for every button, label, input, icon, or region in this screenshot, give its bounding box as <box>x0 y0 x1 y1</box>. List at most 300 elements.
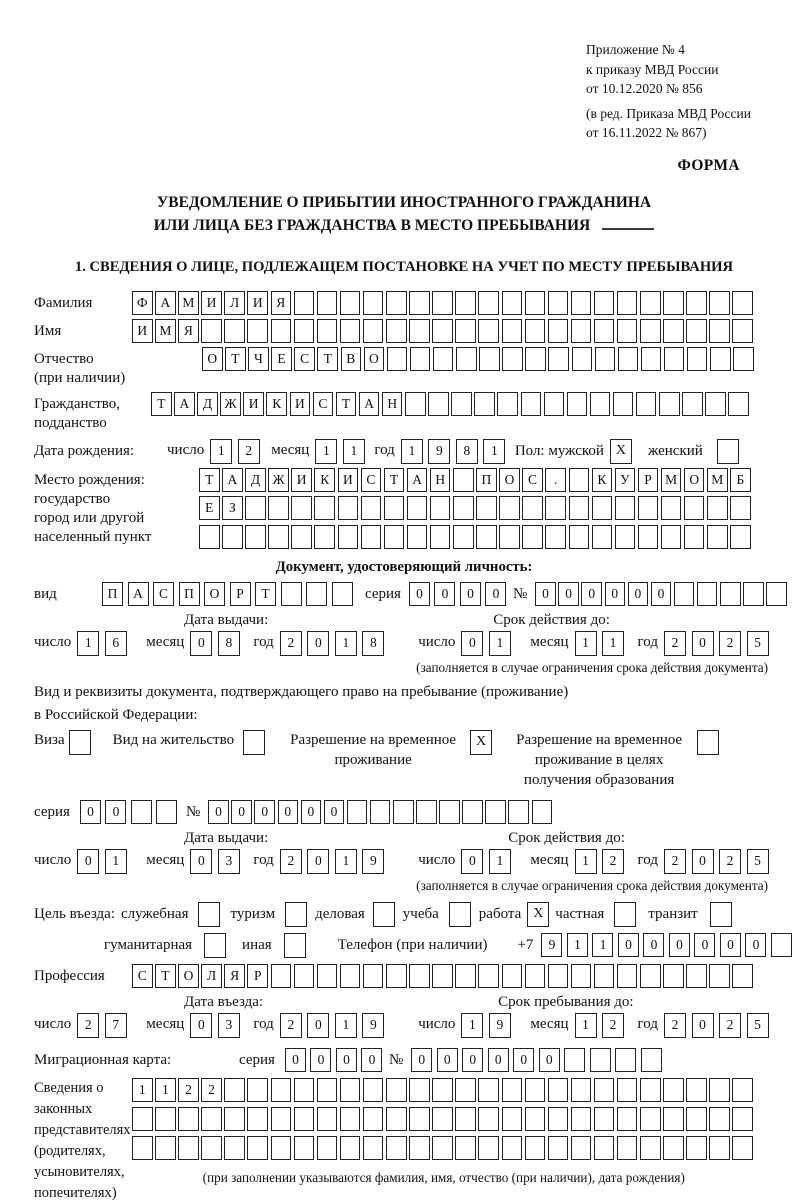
char-cell[interactable] <box>567 392 588 416</box>
char-cell[interactable] <box>409 319 430 343</box>
char-cell[interactable] <box>456 347 477 371</box>
char-cell[interactable] <box>455 1136 476 1160</box>
char-cell[interactable]: Б <box>730 468 751 492</box>
char-cell[interactable]: Т <box>225 347 246 371</box>
char-cell[interactable] <box>363 1107 384 1131</box>
char-cell[interactable] <box>732 319 753 343</box>
char-cell[interactable] <box>430 525 451 549</box>
char-cell[interactable] <box>674 582 695 606</box>
char-cell[interactable] <box>476 525 497 549</box>
char-cell[interactable]: . <box>545 468 566 492</box>
char-cell[interactable]: С <box>294 347 315 371</box>
residence-option-visa-checkbox[interactable] <box>69 730 91 755</box>
char-cell[interactable] <box>502 1136 523 1160</box>
char-cell[interactable]: 9 <box>428 439 450 464</box>
char-cell[interactable]: 0 <box>692 849 714 874</box>
char-cell[interactable] <box>317 291 338 315</box>
char-cell[interactable]: М <box>661 468 682 492</box>
char-cell[interactable]: 0 <box>254 800 275 824</box>
char-cell[interactable] <box>432 1078 453 1102</box>
char-cell[interactable]: 0 <box>307 631 329 656</box>
char-cell[interactable]: Д <box>245 468 266 492</box>
char-cell[interactable] <box>245 525 266 549</box>
char-cell[interactable]: 0 <box>461 849 483 874</box>
char-cell[interactable]: Я <box>178 319 199 343</box>
char-cell[interactable]: У <box>615 468 636 492</box>
char-cell[interactable] <box>478 319 499 343</box>
char-cell[interactable] <box>370 800 391 824</box>
char-cell[interactable] <box>502 964 523 988</box>
char-cell[interactable] <box>686 1078 707 1102</box>
char-cell[interactable]: О <box>684 468 705 492</box>
char-cell[interactable] <box>247 319 268 343</box>
char-cell[interactable] <box>684 496 705 520</box>
char-cell[interactable] <box>455 291 476 315</box>
char-cell[interactable] <box>730 496 751 520</box>
char-cell[interactable] <box>594 964 615 988</box>
char-cell[interactable] <box>271 964 292 988</box>
char-cell[interactable]: 0 <box>190 631 212 656</box>
char-cell[interactable] <box>707 525 728 549</box>
char-cell[interactable] <box>409 1136 430 1160</box>
char-cell[interactable] <box>332 582 353 606</box>
char-cell[interactable]: 0 <box>301 800 322 824</box>
char-cell[interactable] <box>636 392 657 416</box>
char-cell[interactable]: 0 <box>190 1013 212 1038</box>
char-cell[interactable] <box>317 1078 338 1102</box>
char-cell[interactable] <box>686 291 707 315</box>
char-cell[interactable] <box>640 1078 661 1102</box>
char-cell[interactable] <box>155 1107 176 1131</box>
char-cell[interactable] <box>363 291 384 315</box>
char-cell[interactable] <box>291 525 312 549</box>
char-cell[interactable]: О <box>202 347 223 371</box>
char-cell[interactable] <box>571 964 592 988</box>
char-cell[interactable] <box>709 291 730 315</box>
char-cell[interactable]: И <box>291 468 312 492</box>
char-cell[interactable] <box>474 392 495 416</box>
char-cell[interactable] <box>433 347 454 371</box>
char-cell[interactable]: Т <box>255 582 276 606</box>
char-cell[interactable]: С <box>361 468 382 492</box>
char-cell[interactable]: С <box>522 468 543 492</box>
char-cell[interactable]: 1 <box>592 933 613 957</box>
purpose-option-tourism-checkbox[interactable] <box>285 902 307 927</box>
char-cell[interactable]: 0 <box>694 933 715 957</box>
char-cell[interactable] <box>291 496 312 520</box>
char-cell[interactable] <box>386 291 407 315</box>
char-cell[interactable] <box>705 392 726 416</box>
char-cell[interactable] <box>317 964 338 988</box>
char-cell[interactable]: 1 <box>567 933 588 957</box>
char-cell[interactable] <box>224 1078 245 1102</box>
char-cell[interactable]: 1 <box>335 849 357 874</box>
char-cell[interactable] <box>686 1136 707 1160</box>
char-cell[interactable] <box>314 525 335 549</box>
char-cell[interactable] <box>428 392 449 416</box>
char-cell[interactable] <box>732 964 753 988</box>
char-cell[interactable] <box>732 1136 753 1160</box>
char-cell[interactable] <box>613 392 634 416</box>
purpose-option-other-checkbox[interactable] <box>284 933 306 958</box>
char-cell[interactable]: М <box>707 468 728 492</box>
char-cell[interactable]: 0 <box>434 582 455 606</box>
char-cell[interactable] <box>686 1107 707 1131</box>
char-cell[interactable]: 1 <box>489 631 511 656</box>
char-cell[interactable]: 0 <box>324 800 345 824</box>
char-cell[interactable] <box>451 392 472 416</box>
char-cell[interactable] <box>432 319 453 343</box>
char-cell[interactable] <box>224 319 245 343</box>
char-cell[interactable]: 0 <box>462 1048 483 1072</box>
char-cell[interactable] <box>478 1078 499 1102</box>
char-cell[interactable] <box>340 964 361 988</box>
char-cell[interactable] <box>545 496 566 520</box>
char-cell[interactable] <box>595 347 616 371</box>
char-cell[interactable]: 1 <box>489 849 511 874</box>
char-cell[interactable] <box>548 1136 569 1160</box>
char-cell[interactable] <box>294 1136 315 1160</box>
char-cell[interactable]: 0 <box>745 933 766 957</box>
char-cell[interactable]: А <box>222 468 243 492</box>
char-cell[interactable]: 1 <box>335 631 357 656</box>
char-cell[interactable]: 2 <box>602 1013 624 1038</box>
char-cell[interactable] <box>571 1107 592 1131</box>
char-cell[interactable]: А <box>407 468 428 492</box>
char-cell[interactable] <box>455 1107 476 1131</box>
char-cell[interactable]: 0 <box>581 582 602 606</box>
sex-female-checkbox[interactable] <box>717 439 739 464</box>
char-cell[interactable] <box>453 496 474 520</box>
char-cell[interactable] <box>178 1107 199 1131</box>
char-cell[interactable] <box>386 319 407 343</box>
char-cell[interactable]: 0 <box>336 1048 357 1072</box>
char-cell[interactable]: 9 <box>362 849 384 874</box>
char-cell[interactable] <box>548 347 569 371</box>
char-cell[interactable]: К <box>266 392 287 416</box>
char-cell[interactable] <box>569 468 590 492</box>
char-cell[interactable] <box>432 1107 453 1131</box>
char-cell[interactable] <box>268 525 289 549</box>
char-cell[interactable]: 1 <box>575 631 597 656</box>
char-cell[interactable]: А <box>359 392 380 416</box>
char-cell[interactable] <box>521 392 542 416</box>
char-cell[interactable] <box>594 319 615 343</box>
char-cell[interactable] <box>386 964 407 988</box>
char-cell[interactable] <box>508 800 529 824</box>
char-cell[interactable]: 8 <box>456 439 478 464</box>
char-cell[interactable] <box>384 496 405 520</box>
char-cell[interactable] <box>247 1107 268 1131</box>
char-cell[interactable]: А <box>174 392 195 416</box>
char-cell[interactable] <box>663 1136 684 1160</box>
char-cell[interactable] <box>525 347 546 371</box>
char-cell[interactable] <box>709 1107 730 1131</box>
char-cell[interactable] <box>615 1048 636 1072</box>
char-cell[interactable]: 0 <box>605 582 626 606</box>
char-cell[interactable] <box>571 291 592 315</box>
char-cell[interactable] <box>294 1107 315 1131</box>
char-cell[interactable]: 0 <box>231 800 252 824</box>
char-cell[interactable] <box>199 525 220 549</box>
char-cell[interactable]: И <box>338 468 359 492</box>
char-cell[interactable] <box>532 800 553 824</box>
char-cell[interactable]: 0 <box>485 582 506 606</box>
char-cell[interactable]: 9 <box>362 1013 384 1038</box>
char-cell[interactable]: 1 <box>575 849 597 874</box>
char-cell[interactable] <box>224 1136 245 1160</box>
char-cell[interactable] <box>640 1136 661 1160</box>
char-cell[interactable]: 0 <box>535 582 556 606</box>
char-cell[interactable]: 0 <box>310 1048 331 1072</box>
char-cell[interactable] <box>386 1078 407 1102</box>
char-cell[interactable]: 9 <box>489 1013 511 1038</box>
char-cell[interactable]: 0 <box>513 1048 534 1072</box>
char-cell[interactable] <box>548 319 569 343</box>
char-cell[interactable] <box>502 1107 523 1131</box>
char-cell[interactable]: 0 <box>77 849 99 874</box>
char-cell[interactable] <box>640 319 661 343</box>
char-cell[interactable] <box>317 1136 338 1160</box>
char-cell[interactable] <box>455 1078 476 1102</box>
char-cell[interactable]: 1 <box>575 1013 597 1038</box>
char-cell[interactable] <box>640 291 661 315</box>
char-cell[interactable] <box>340 319 361 343</box>
char-cell[interactable] <box>453 525 474 549</box>
char-cell[interactable] <box>618 347 639 371</box>
char-cell[interactable] <box>432 291 453 315</box>
char-cell[interactable] <box>569 525 590 549</box>
char-cell[interactable] <box>363 964 384 988</box>
char-cell[interactable]: 2 <box>664 631 686 656</box>
char-cell[interactable]: Т <box>155 964 176 988</box>
char-cell[interactable] <box>592 525 613 549</box>
char-cell[interactable]: 1 <box>461 1013 483 1038</box>
char-cell[interactable] <box>306 582 327 606</box>
purpose-option-commercial-checkbox[interactable] <box>373 902 395 927</box>
char-cell[interactable] <box>386 1136 407 1160</box>
char-cell[interactable] <box>638 496 659 520</box>
char-cell[interactable] <box>268 496 289 520</box>
char-cell[interactable]: 0 <box>461 631 483 656</box>
char-cell[interactable] <box>338 525 359 549</box>
char-cell[interactable] <box>432 964 453 988</box>
char-cell[interactable]: Ф <box>132 291 153 315</box>
purpose-option-transit-checkbox[interactable] <box>710 902 732 927</box>
char-cell[interactable] <box>590 1048 611 1072</box>
residence-option-residence-permit-checkbox[interactable] <box>243 730 265 755</box>
char-cell[interactable]: 1 <box>210 439 232 464</box>
char-cell[interactable]: 2 <box>719 1013 741 1038</box>
char-cell[interactable] <box>485 800 506 824</box>
purpose-option-study-checkbox[interactable] <box>449 902 471 927</box>
char-cell[interactable]: И <box>243 392 264 416</box>
char-cell[interactable]: И <box>247 291 268 315</box>
char-cell[interactable] <box>730 525 751 549</box>
char-cell[interactable] <box>686 964 707 988</box>
char-cell[interactable]: 0 <box>411 1048 432 1072</box>
char-cell[interactable]: 1 <box>105 849 127 874</box>
char-cell[interactable] <box>617 319 638 343</box>
char-cell[interactable] <box>294 964 315 988</box>
char-cell[interactable]: Т <box>151 392 172 416</box>
char-cell[interactable]: Т <box>317 347 338 371</box>
char-cell[interactable] <box>663 291 684 315</box>
char-cell[interactable] <box>478 1107 499 1131</box>
char-cell[interactable] <box>544 392 565 416</box>
char-cell[interactable] <box>525 1136 546 1160</box>
char-cell[interactable]: 8 <box>362 631 384 656</box>
char-cell[interactable] <box>661 496 682 520</box>
char-cell[interactable] <box>340 1107 361 1131</box>
sex-male-checkbox[interactable]: X <box>610 439 632 464</box>
char-cell[interactable] <box>615 525 636 549</box>
char-cell[interactable] <box>664 347 685 371</box>
char-cell[interactable]: Д <box>197 392 218 416</box>
char-cell[interactable]: О <box>364 347 385 371</box>
char-cell[interactable] <box>338 496 359 520</box>
char-cell[interactable]: 2 <box>664 1013 686 1038</box>
char-cell[interactable]: Я <box>224 964 245 988</box>
char-cell[interactable]: 5 <box>747 849 769 874</box>
char-cell[interactable] <box>478 964 499 988</box>
char-cell[interactable]: Н <box>382 392 403 416</box>
char-cell[interactable]: Ч <box>248 347 269 371</box>
char-cell[interactable] <box>548 291 569 315</box>
char-cell[interactable]: А <box>155 291 176 315</box>
char-cell[interactable]: 0 <box>669 933 690 957</box>
char-cell[interactable]: 0 <box>285 1048 306 1072</box>
char-cell[interactable] <box>617 1078 638 1102</box>
char-cell[interactable] <box>271 1078 292 1102</box>
char-cell[interactable]: 2 <box>238 439 260 464</box>
char-cell[interactable] <box>407 496 428 520</box>
char-cell[interactable]: 0 <box>409 582 430 606</box>
char-cell[interactable] <box>638 525 659 549</box>
char-cell[interactable] <box>594 291 615 315</box>
purpose-option-private-checkbox[interactable] <box>614 902 636 927</box>
char-cell[interactable]: 0 <box>278 800 299 824</box>
char-cell[interactable] <box>661 525 682 549</box>
char-cell[interactable]: С <box>132 964 153 988</box>
char-cell[interactable]: 0 <box>105 800 126 824</box>
char-cell[interactable] <box>363 1078 384 1102</box>
char-cell[interactable] <box>430 496 451 520</box>
char-cell[interactable]: Е <box>199 496 220 520</box>
char-cell[interactable]: С <box>153 582 174 606</box>
char-cell[interactable] <box>131 800 152 824</box>
char-cell[interactable]: П <box>102 582 123 606</box>
char-cell[interactable]: 1 <box>483 439 505 464</box>
char-cell[interactable] <box>697 582 718 606</box>
char-cell[interactable] <box>416 800 437 824</box>
char-cell[interactable] <box>525 964 546 988</box>
char-cell[interactable] <box>564 1048 585 1072</box>
char-cell[interactable]: 1 <box>401 439 423 464</box>
char-cell[interactable] <box>617 291 638 315</box>
char-cell[interactable]: З <box>222 496 243 520</box>
char-cell[interactable] <box>384 525 405 549</box>
char-cell[interactable] <box>407 525 428 549</box>
char-cell[interactable]: 0 <box>80 800 101 824</box>
char-cell[interactable]: 5 <box>747 631 769 656</box>
char-cell[interactable] <box>641 347 662 371</box>
char-cell[interactable] <box>271 319 292 343</box>
char-cell[interactable]: Л <box>201 964 222 988</box>
char-cell[interactable] <box>347 800 368 824</box>
char-cell[interactable] <box>571 1078 592 1102</box>
char-cell[interactable]: 1 <box>343 439 365 464</box>
char-cell[interactable] <box>361 496 382 520</box>
char-cell[interactable]: М <box>155 319 176 343</box>
char-cell[interactable]: 1 <box>315 439 337 464</box>
char-cell[interactable]: Е <box>271 347 292 371</box>
char-cell[interactable] <box>317 319 338 343</box>
char-cell[interactable] <box>766 582 787 606</box>
char-cell[interactable] <box>386 1107 407 1131</box>
char-cell[interactable]: 0 <box>208 800 229 824</box>
char-cell[interactable] <box>594 1107 615 1131</box>
char-cell[interactable] <box>178 1136 199 1160</box>
char-cell[interactable] <box>709 319 730 343</box>
char-cell[interactable] <box>640 1107 661 1131</box>
char-cell[interactable] <box>155 1136 176 1160</box>
char-cell[interactable] <box>525 1078 546 1102</box>
char-cell[interactable]: К <box>592 468 613 492</box>
char-cell[interactable] <box>439 800 460 824</box>
char-cell[interactable]: 2 <box>77 1013 99 1038</box>
char-cell[interactable]: А <box>128 582 149 606</box>
char-cell[interactable] <box>663 319 684 343</box>
residence-option-education-permit-checkbox[interactable] <box>697 730 719 755</box>
char-cell[interactable] <box>409 1078 430 1102</box>
char-cell[interactable]: 2 <box>719 849 741 874</box>
char-cell[interactable] <box>156 800 177 824</box>
char-cell[interactable] <box>363 319 384 343</box>
char-cell[interactable] <box>317 1107 338 1131</box>
char-cell[interactable] <box>294 1078 315 1102</box>
char-cell[interactable] <box>728 392 749 416</box>
char-cell[interactable]: 0 <box>307 849 329 874</box>
char-cell[interactable] <box>314 496 335 520</box>
purpose-option-work-checkbox[interactable]: X <box>527 902 549 927</box>
char-cell[interactable] <box>432 1136 453 1160</box>
char-cell[interactable]: 0 <box>460 582 481 606</box>
char-cell[interactable]: В <box>341 347 362 371</box>
char-cell[interactable] <box>525 291 546 315</box>
char-cell[interactable]: Т <box>384 468 405 492</box>
char-cell[interactable] <box>502 1078 523 1102</box>
char-cell[interactable]: 0 <box>618 933 639 957</box>
char-cell[interactable] <box>340 1136 361 1160</box>
char-cell[interactable] <box>405 392 426 416</box>
char-cell[interactable]: Ж <box>220 392 241 416</box>
char-cell[interactable] <box>687 347 708 371</box>
char-cell[interactable] <box>732 1078 753 1102</box>
char-cell[interactable] <box>709 1136 730 1160</box>
char-cell[interactable] <box>247 1136 268 1160</box>
char-cell[interactable]: 1 <box>155 1078 176 1102</box>
char-cell[interactable] <box>387 347 408 371</box>
char-cell[interactable] <box>548 1078 569 1102</box>
purpose-option-business-checkbox[interactable] <box>198 902 220 927</box>
char-cell[interactable] <box>361 525 382 549</box>
char-cell[interactable] <box>733 347 754 371</box>
char-cell[interactable]: О <box>499 468 520 492</box>
char-cell[interactable] <box>571 319 592 343</box>
char-cell[interactable]: 6 <box>105 631 127 656</box>
char-cell[interactable]: 0 <box>488 1048 509 1072</box>
